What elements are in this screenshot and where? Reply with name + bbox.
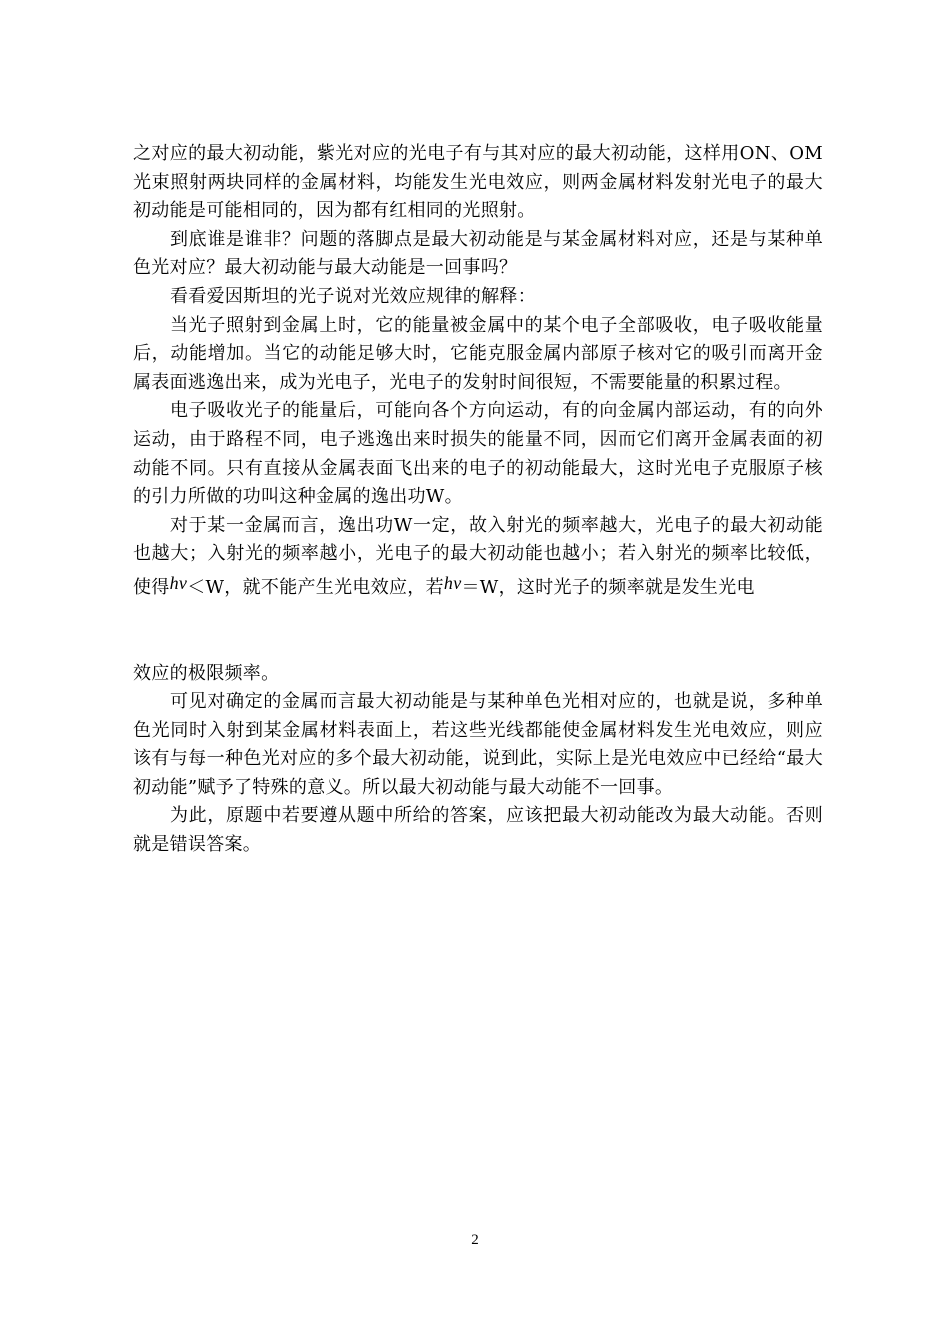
- paragraph-text: ＜W，就不能产生光电效应，若: [187, 576, 444, 598]
- paragraph: 之对应的最大初动能，紫光对应的光电子有与其对应的最大初动能，这样用ON、OM光束照射两块同样的金属材料，均能发生光电效应，则两金属材料发射光电子的最大初动能是可能相同的，因为都有红相同的光照射。: [133, 143, 823, 222]
- formula-h-nu: hν: [443, 572, 462, 593]
- document-body: [133, 140, 823, 860]
- paragraph: 看看爱因斯坦的光子说对光效应规律的解释：: [170, 285, 536, 307]
- paragraph: 为此，原题中若要遵从题中所给的答案，应该把最大初动能改为最大动能。否则就是错误答案。: [133, 805, 823, 856]
- paragraph-continuation: 效应的极限频率。: [133, 662, 280, 684]
- formula-line-spacer: [133, 603, 823, 660]
- page-number: 2: [471, 1232, 479, 1248]
- formula-h-nu: hν: [169, 572, 188, 593]
- paragraph-text: ＝W，这时光子的频率就是发生光电: [461, 576, 755, 598]
- paragraph: 可见对确定的金属而言最大初动能是与某种单色光相对应的，也就是说，多种单色光同时入射到某金属材料表面上，若这些光线都能使金属材料发生光电效应，则应该有与每一种色光对应的多个最大初动能，说到此，实际上是光电效应中已经给“最大初动能”赋予了特殊的意义。所以最大初动能与最大动能不一回事。: [133, 691, 823, 798]
- paragraph-with-formula: [133, 512, 823, 603]
- paragraph: 到底谁是谁非？问题的落脚点是最大初动能是与某金属材料对应，还是与某种单色光对应？最大初动能与最大动能是一回事吗？: [133, 228, 823, 279]
- paragraph: 当光子照射到金属上时，它的能量被金属中的某个电子全部吸收，电子吸收能量后，动能增加。当它的动能足够大时，它能克服金属内部原子核对它的吸引而离开金属表面逃逸出来，成为光电子，光电子的发射时间很短，不需要能量的积累过程。: [133, 314, 823, 393]
- paragraph-text: 对于某一金属而言，逸出功W一定，故入射光的频率越大，光电子的最大初动能也越大；入射光的频率越小，光电子的最大初动能也越小；若入射光的频率比较低，使得: [133, 514, 823, 598]
- paragraph: 电子吸收光子的能量后，可能向各个方向运动，有的向金属内部运动，有的向外运动，由于路程不同，电子逃逸出来时损失的能量不同，因而它们离开金属表面的初动能不同。只有直接从金属表面飞出来的电子的初动能最大，这时光电子克服原子核的引力所做的功叫这种金属的逸出功W。: [133, 400, 823, 508]
